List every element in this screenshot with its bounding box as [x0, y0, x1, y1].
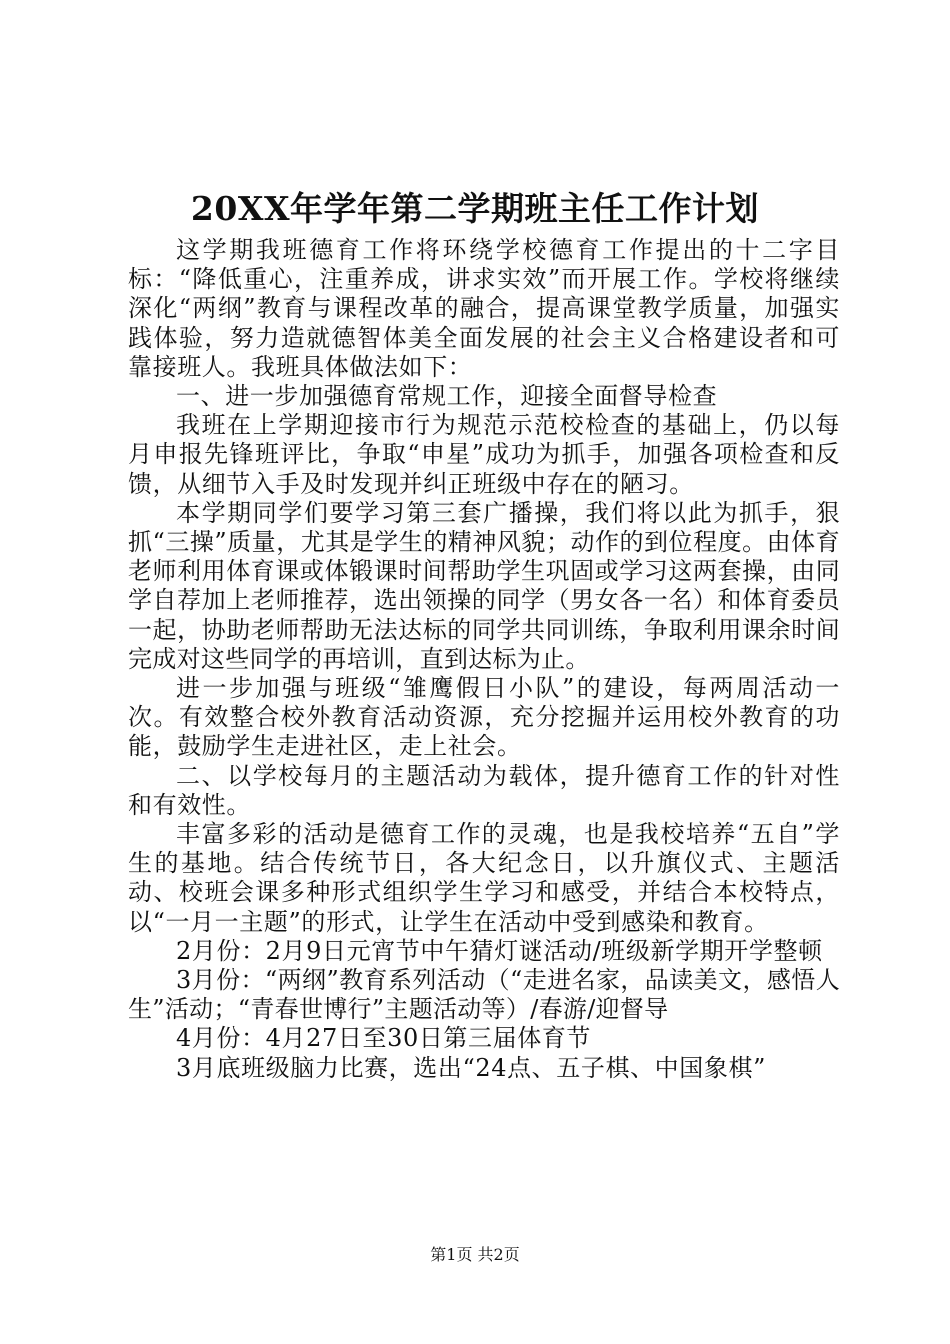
paragraph-squad: 进一步加强与班级“雏鹰假日小队”的建设，每两周活动一次。有效整合校外教育活动资源，充分挖掘并运用校外教育的功能，鼓励学生走进社区，走上社会。: [128, 674, 840, 761]
paragraph-april: 4月份：4月27日至30日第三届体育节: [176, 1024, 592, 1053]
document-title: 20XX年学年第二学期班主任工作计划: [190, 189, 760, 228]
paragraph-activities: 丰富多彩的活动是德育工作的灵魂，也是我校培养“五自”学生的基地。结合传统节日，各大纪念日，以升旗仪式、主题活动、校班会课多种形式组织学生学习和感受，并结合本校特点，以“一月一主题”的形式，让学生在活动中受到感染和教育。: [128, 820, 840, 936]
paragraph-intro: 这学期我班德育工作将环绕学校德育工作提出的十二字目标：“降低重心，注重养成，讲求实效”而开展工作。学校将继续深化“两纲”教育与课程改革的融合，提高课堂教学质量，加强实践体验，努力造就德智体美全面发展的社会主义合格建设者和可靠接班人。我班具体做法如下：: [128, 236, 840, 381]
paragraph-brain-contest: 3月底班级脑力比赛，选出“24点、五子棋、中国象棋”: [176, 1053, 766, 1082]
document-body: [128, 236, 840, 1083]
section-heading-1: 一、进一步加强德育常规工作，迎接全面督导检查: [176, 382, 718, 411]
section-heading-2: 二、以学校每月的主题活动为载体，提升德育工作的针对性和有效性。: [128, 761, 840, 819]
paragraph-march: 3月份：“两纲”教育系列活动（“走进名家，品读美文，感悟人生”活动；“青春世博行”主题活动等）/春游/迎督导: [128, 966, 840, 1024]
page-indicator: 第1页 共2页: [430, 1245, 520, 1264]
paragraph-february: 2月份：2月9日元宵节中午猜灯谜活动/班级新学期开学整顿: [176, 936, 823, 965]
paragraph-exercise: 本学期同学们要学习第三套广播操，我们将以此为抓手，狠抓“三操”质量，尤其是学生的精神风貌；动作的到位程度。由体育老师利用体育课或体锻课时间帮助学生巩固或学习这两套操，由同学自荐加上老师推荐，选出领操的同学（男女各一名）和体育委员一起，协助老师帮助无法达标的同学共同训练，争取利用课余时间完成对这些同学的再培训，直到达标为止。: [128, 498, 840, 673]
paragraph-routine: 我班在上学期迎接市行为规范示范校检查的基础上，仍以每月申报先锋班评比，争取“申星”成功为抓手，加强各项检查和反馈，从细节入手及时发现并纠正班级中存在的陋习。: [128, 411, 840, 498]
